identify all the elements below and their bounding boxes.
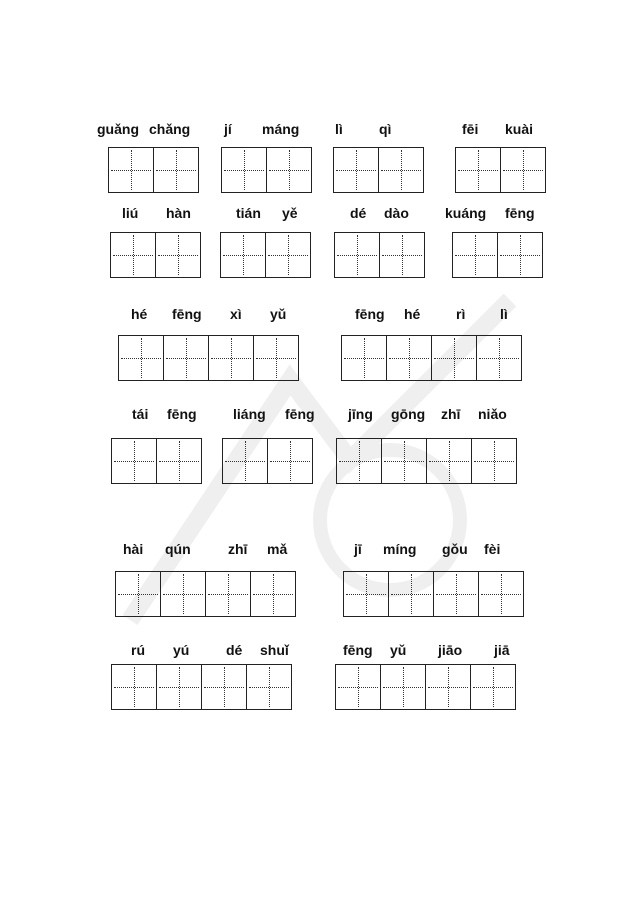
writing-cell[interactable] [221,147,267,193]
pinyin-word-17-syllable-2: yǔ [390,642,407,658]
writing-grid-word-11[interactable] [111,438,202,484]
pinyin-word-5-syllable-2: hàn [166,205,191,221]
pinyin-word-7-syllable-1: dé [350,205,367,221]
writing-cell[interactable] [379,232,425,278]
writing-cell[interactable] [201,664,247,710]
pinyin-word-8-syllable-2: fēng [505,205,535,221]
writing-cell[interactable] [426,438,472,484]
pinyin-word-17-syllable-4: jiā [494,642,510,658]
writing-cell[interactable] [335,664,381,710]
writing-grid-word-12[interactable] [222,438,313,484]
writing-cell[interactable] [156,438,202,484]
pinyin-word-1-syllable-1: guǎng [97,121,139,137]
pinyin-word-15-syllable-2: míng [383,541,417,557]
writing-cell[interactable] [265,232,311,278]
writing-grid-word-2[interactable] [221,147,312,193]
pinyin-word-15-syllable-3: gǒu [442,541,468,557]
writing-cell[interactable] [386,335,432,381]
writing-grid-word-7[interactable] [334,232,425,278]
pinyin-word-4-syllable-2: kuài [505,121,534,137]
writing-grid-word-4[interactable] [455,147,546,193]
pinyin-word-11-syllable-1: tái [132,406,149,422]
pinyin-word-12-syllable-2: fēng [285,406,315,422]
pinyin-word-9-syllable-4: yǔ [270,306,287,322]
writing-cell[interactable] [110,232,156,278]
writing-cell[interactable] [205,571,251,617]
writing-grid-word-8[interactable] [452,232,543,278]
writing-cell[interactable] [253,335,299,381]
pinyin-word-12-syllable-1: liáng [233,406,266,422]
writing-cell[interactable] [266,147,312,193]
writing-cell[interactable] [381,438,427,484]
writing-cell[interactable] [153,147,199,193]
pinyin-word-13-syllable-3: zhī [441,406,461,422]
pinyin-word-10-syllable-3: rì [456,306,466,322]
writing-cell[interactable] [497,232,543,278]
pinyin-word-6-syllable-2: yě [282,205,298,221]
pinyin-word-13-syllable-1: jīng [348,406,373,422]
writing-cell[interactable] [111,664,157,710]
writing-grid-word-5[interactable] [110,232,201,278]
pinyin-word-3-syllable-2: qì [379,121,392,137]
pinyin-word-14-syllable-4: mǎ [267,541,288,557]
writing-cell[interactable] [108,147,154,193]
writing-grid-word-6[interactable] [220,232,311,278]
pinyin-word-14-syllable-2: qún [165,541,191,557]
writing-grid-word-9[interactable] [118,335,299,381]
writing-cell[interactable] [160,571,206,617]
pinyin-word-8-syllable-1: kuáng [445,205,487,221]
pinyin-word-16-syllable-4: shuǐ [260,642,289,658]
pinyin-word-10-syllable-1: fēng [355,306,385,322]
writing-grid-word-10[interactable] [341,335,522,381]
writing-cell[interactable] [425,664,471,710]
writing-cell[interactable] [455,147,501,193]
pinyin-word-4-syllable-1: fēi [462,121,479,137]
writing-cell[interactable] [220,232,266,278]
writing-grid-word-17[interactable] [335,664,516,710]
writing-cell[interactable] [470,664,516,710]
pinyin-word-14-syllable-3: zhī [228,541,248,557]
writing-cell[interactable] [267,438,313,484]
writing-cell[interactable] [452,232,498,278]
pinyin-word-16-syllable-3: dé [226,642,243,658]
writing-cell[interactable] [163,335,209,381]
writing-grid-word-13[interactable] [336,438,517,484]
pinyin-word-11-syllable-2: fēng [167,406,197,422]
writing-cell[interactable] [378,147,424,193]
pinyin-word-14-syllable-1: hài [123,541,144,557]
pinyin-word-16-syllable-1: rú [131,642,145,658]
writing-grid-word-14[interactable] [115,571,296,617]
pinyin-word-6-syllable-1: tián [236,205,261,221]
writing-cell[interactable] [471,438,517,484]
pinyin-word-17-syllable-3: jiāo [438,642,463,658]
writing-cell[interactable] [333,147,379,193]
writing-cell[interactable] [343,571,389,617]
pinyin-word-13-syllable-2: gōng [391,406,426,422]
writing-cell[interactable] [155,232,201,278]
writing-cell[interactable] [334,232,380,278]
writing-cell[interactable] [336,438,382,484]
pinyin-word-17-syllable-1: fēng [343,642,373,658]
writing-cell[interactable] [478,571,524,617]
pinyin-word-15-syllable-4: fèi [484,541,501,557]
pinyin-word-16-syllable-2: yú [173,642,190,658]
pinyin-word-9-syllable-2: fēng [172,306,202,322]
writing-cell[interactable] [250,571,296,617]
pinyin-word-10-syllable-2: hé [404,306,421,322]
pinyin-word-9-syllable-3: xì [230,306,242,322]
pinyin-word-9-syllable-1: hé [131,306,148,322]
writing-grid-word-3[interactable] [333,147,424,193]
writing-cell[interactable] [476,335,522,381]
pinyin-word-1-syllable-2: chǎng [149,121,191,137]
writing-cell[interactable] [115,571,161,617]
pinyin-word-2-syllable-2: máng [262,121,300,137]
pinyin-word-5-syllable-1: liú [122,205,139,221]
writing-cell[interactable] [118,335,164,381]
writing-cell[interactable] [388,571,434,617]
pinyin-word-2-syllable-1: jí [224,121,232,137]
writing-grid-word-1[interactable] [108,147,199,193]
writing-cell[interactable] [431,335,477,381]
pinyin-word-13-syllable-4: niǎo [478,406,507,422]
writing-grid-word-15[interactable] [343,571,524,617]
writing-cell[interactable] [222,438,268,484]
pinyin-word-15-syllable-1: jī [354,541,362,557]
writing-cell[interactable] [246,664,292,710]
writing-cell[interactable] [208,335,254,381]
writing-cell[interactable] [500,147,546,193]
writing-grid-word-16[interactable] [111,664,292,710]
writing-cell[interactable] [111,438,157,484]
writing-cell[interactable] [156,664,202,710]
writing-cell[interactable] [341,335,387,381]
writing-cell[interactable] [380,664,426,710]
writing-cell[interactable] [433,571,479,617]
pinyin-word-7-syllable-2: dào [384,205,409,221]
pinyin-word-10-syllable-4: lì [500,306,508,322]
pinyin-word-3-syllable-1: lì [335,121,343,137]
